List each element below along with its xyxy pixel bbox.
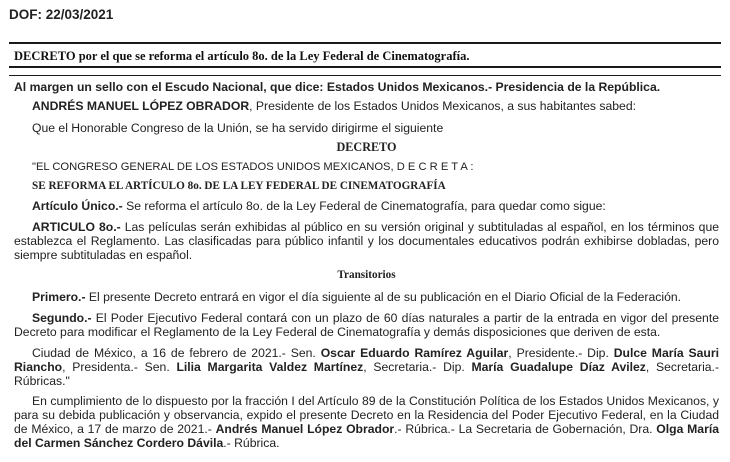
articulo-unico-label: Artículo Único.-	[32, 199, 123, 213]
publication-date: DOF: 22/03/2021	[9, 7, 114, 22]
closing-text-3: .- Rúbrica.	[223, 436, 280, 450]
congress-paragraph: Que el Honorable Congreso de la Unión, se ha servido dirigirme el siguiente	[32, 121, 444, 135]
signatures-text-5: , Secretaria.- Rúbricas."	[14, 360, 719, 388]
primero-label: Primero.-	[32, 290, 86, 304]
president-paragraph	[14, 99, 719, 113]
transitorio-primero	[14, 290, 719, 304]
articulo-unico	[14, 199, 719, 213]
signatures-text-1: Ciudad de México, a 16 de febrero de 2021.- Sen.	[32, 346, 321, 360]
decree-title: DECRETO por el que se reforma el artículo 8o. de la Ley Federal de Cinematografía.	[14, 49, 470, 63]
closing-name-secretary: Olga María del Carmen Sánchez Cordero Dávila	[14, 422, 719, 450]
articulo-8	[14, 220, 719, 262]
transitorio-segundo	[14, 311, 719, 339]
signatures-text-3: , Presidenta.- Sen.	[62, 360, 177, 374]
congress-decree: "EL CONGRESO GENERAL DE LOS ESTADOS UNIDOS MEXICANOS, D E C R E T A :	[32, 161, 474, 173]
title-divider	[9, 66, 721, 68]
reform-heading: SE REFORMA EL ARTÍCULO 8o. DE LA LEY FEDERAL DE CINEMATOGRAFÍA	[32, 180, 446, 192]
closing-text-2: .- Rúbrica.- La Secretaria de Gobernación, Dra.	[394, 422, 657, 436]
margin-note: Al margen un sello con el Escudo Nacional, que dice: Estados Unidos Mexicanos.- Presidencia de la República.	[14, 80, 661, 94]
signer-name-1: Oscar Eduardo Ramírez Aguilar	[320, 346, 509, 360]
articulo-8-label: ARTICULO 8o.-	[32, 220, 121, 234]
signatures-text-4: , Secretaria.- Dip.	[363, 360, 472, 374]
articulo-unico-text: Se reforma el artículo 8o. de la Ley Federal de Cinematografía, para quedar como sigue:	[122, 199, 606, 213]
top-divider	[9, 42, 721, 44]
signer-name-3: Lilia Margarita Valdez Martínez	[176, 360, 364, 374]
president-text: , Presidente de los Estados Unidos Mexicanos, a sus habitantes sabed:	[249, 99, 636, 113]
articulo-8-text: Las películas serán exhibidas al público en su versión original y subtituladas al español, en los términos que establezca el Reglamento. Las clasificadas para público infantil y los documentales educativos podrán exhibirse dobladas, pero siempre subtituladas en español.	[14, 220, 720, 262]
closing-paragraph	[14, 394, 719, 450]
title-divider-thin	[9, 75, 721, 76]
signer-name-4: María Guadalupe Díaz Avilez	[471, 360, 646, 374]
decree-heading: DECRETO	[336, 140, 397, 154]
president-name: ANDRÉS MANUEL LÓPEZ OBRADOR	[32, 99, 250, 113]
closing-name-president: Andrés Manuel López Obrador	[215, 422, 395, 436]
primero-text: El presente Decreto entrará en vigor el día siguiente al de su publicación en el Diario Oficial de la Federación.	[85, 290, 682, 304]
signer-name-2: Dulce María Sauri Riancho	[14, 346, 719, 374]
closing-text-1: En cumplimiento de lo dispuesto por la fracción I del Artículo 89 de la Constitución Política de los Estados Unidos Mexicanos, y para su debida publicación y observancia, expido el presente Decreto en la Residencia del Poder Ejecutivo Federal, en la Ciudad de México, a 17 de marzo de 2021.-	[14, 394, 719, 436]
segundo-text: El Poder Ejecutivo Federal contará con un plazo de 60 días naturales a partir de la entrada en vigor del presente Decreto para modificar el Reglamento de la Ley Federal de Cinematografía y demás disposiciones que deriven de esta.	[14, 311, 719, 339]
transitorios-heading: Transitorios	[337, 269, 396, 281]
signatures-text-2: , Presidente.- Dip.	[508, 346, 614, 360]
signatures-paragraph	[14, 346, 719, 388]
segundo-label: Segundo.-	[32, 311, 92, 325]
